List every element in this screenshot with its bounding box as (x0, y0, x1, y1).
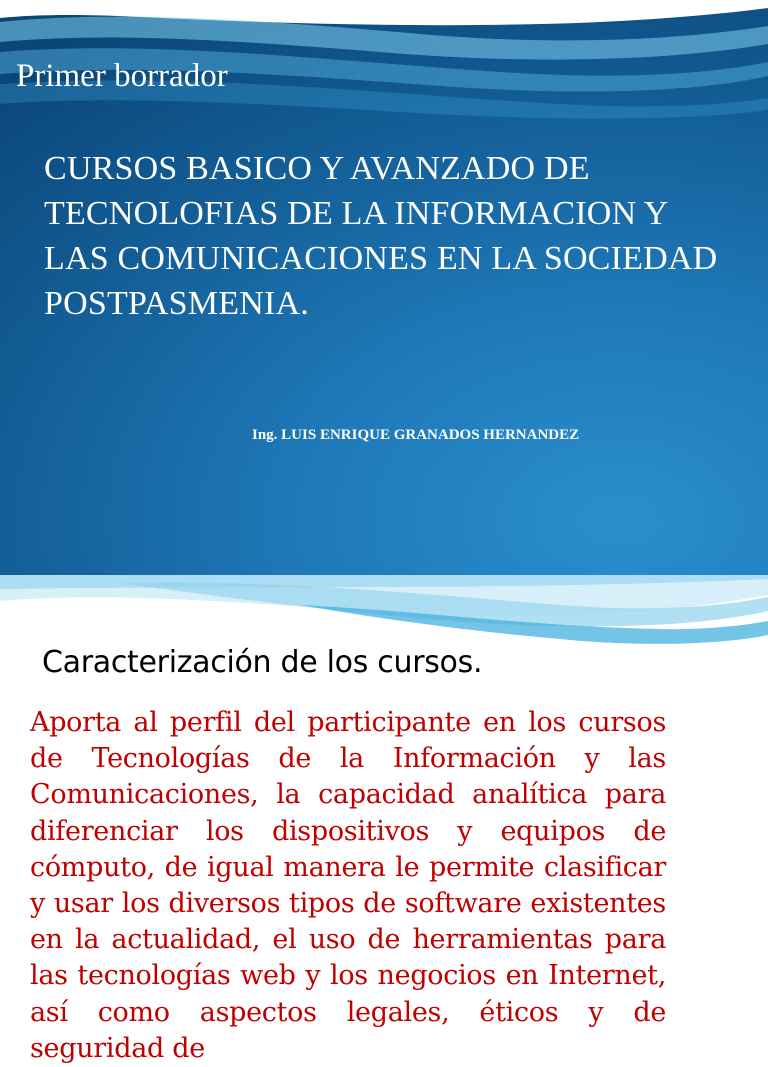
description-paragraph: Aporta al perfil del participante en los cursos de Tecnologías de la Información y las Comunicaciones, la capacidad analítica para diferenciar los dispositivos y equipos de cómputo, de igual manera le permite clasificar y usar los diversos tipos de software existentes en la actualidad, el uso de herramientas para las tecnologías web y los negocios en Internet, así como aspectos legales, éticos y de seguridad de (30, 707, 666, 1064)
author-name: Ing. LUIS ENRIQUE GRANADOS HERNANDEZ (252, 427, 580, 443)
presentation-title: CURSOS BASICO Y AVANZADO DE TECNOLOFIAS DE LA INFORMACION Y LAS COMUNICACIONES EN LA SOCIEDAD POSTPASMENIA. (44, 150, 718, 322)
draft-label: Primer borrador (16, 58, 228, 94)
wave-decoration (0, 575, 768, 650)
content-slide (0, 575, 768, 1064)
section-heading: Caracterización de los cursos. (42, 645, 483, 680)
